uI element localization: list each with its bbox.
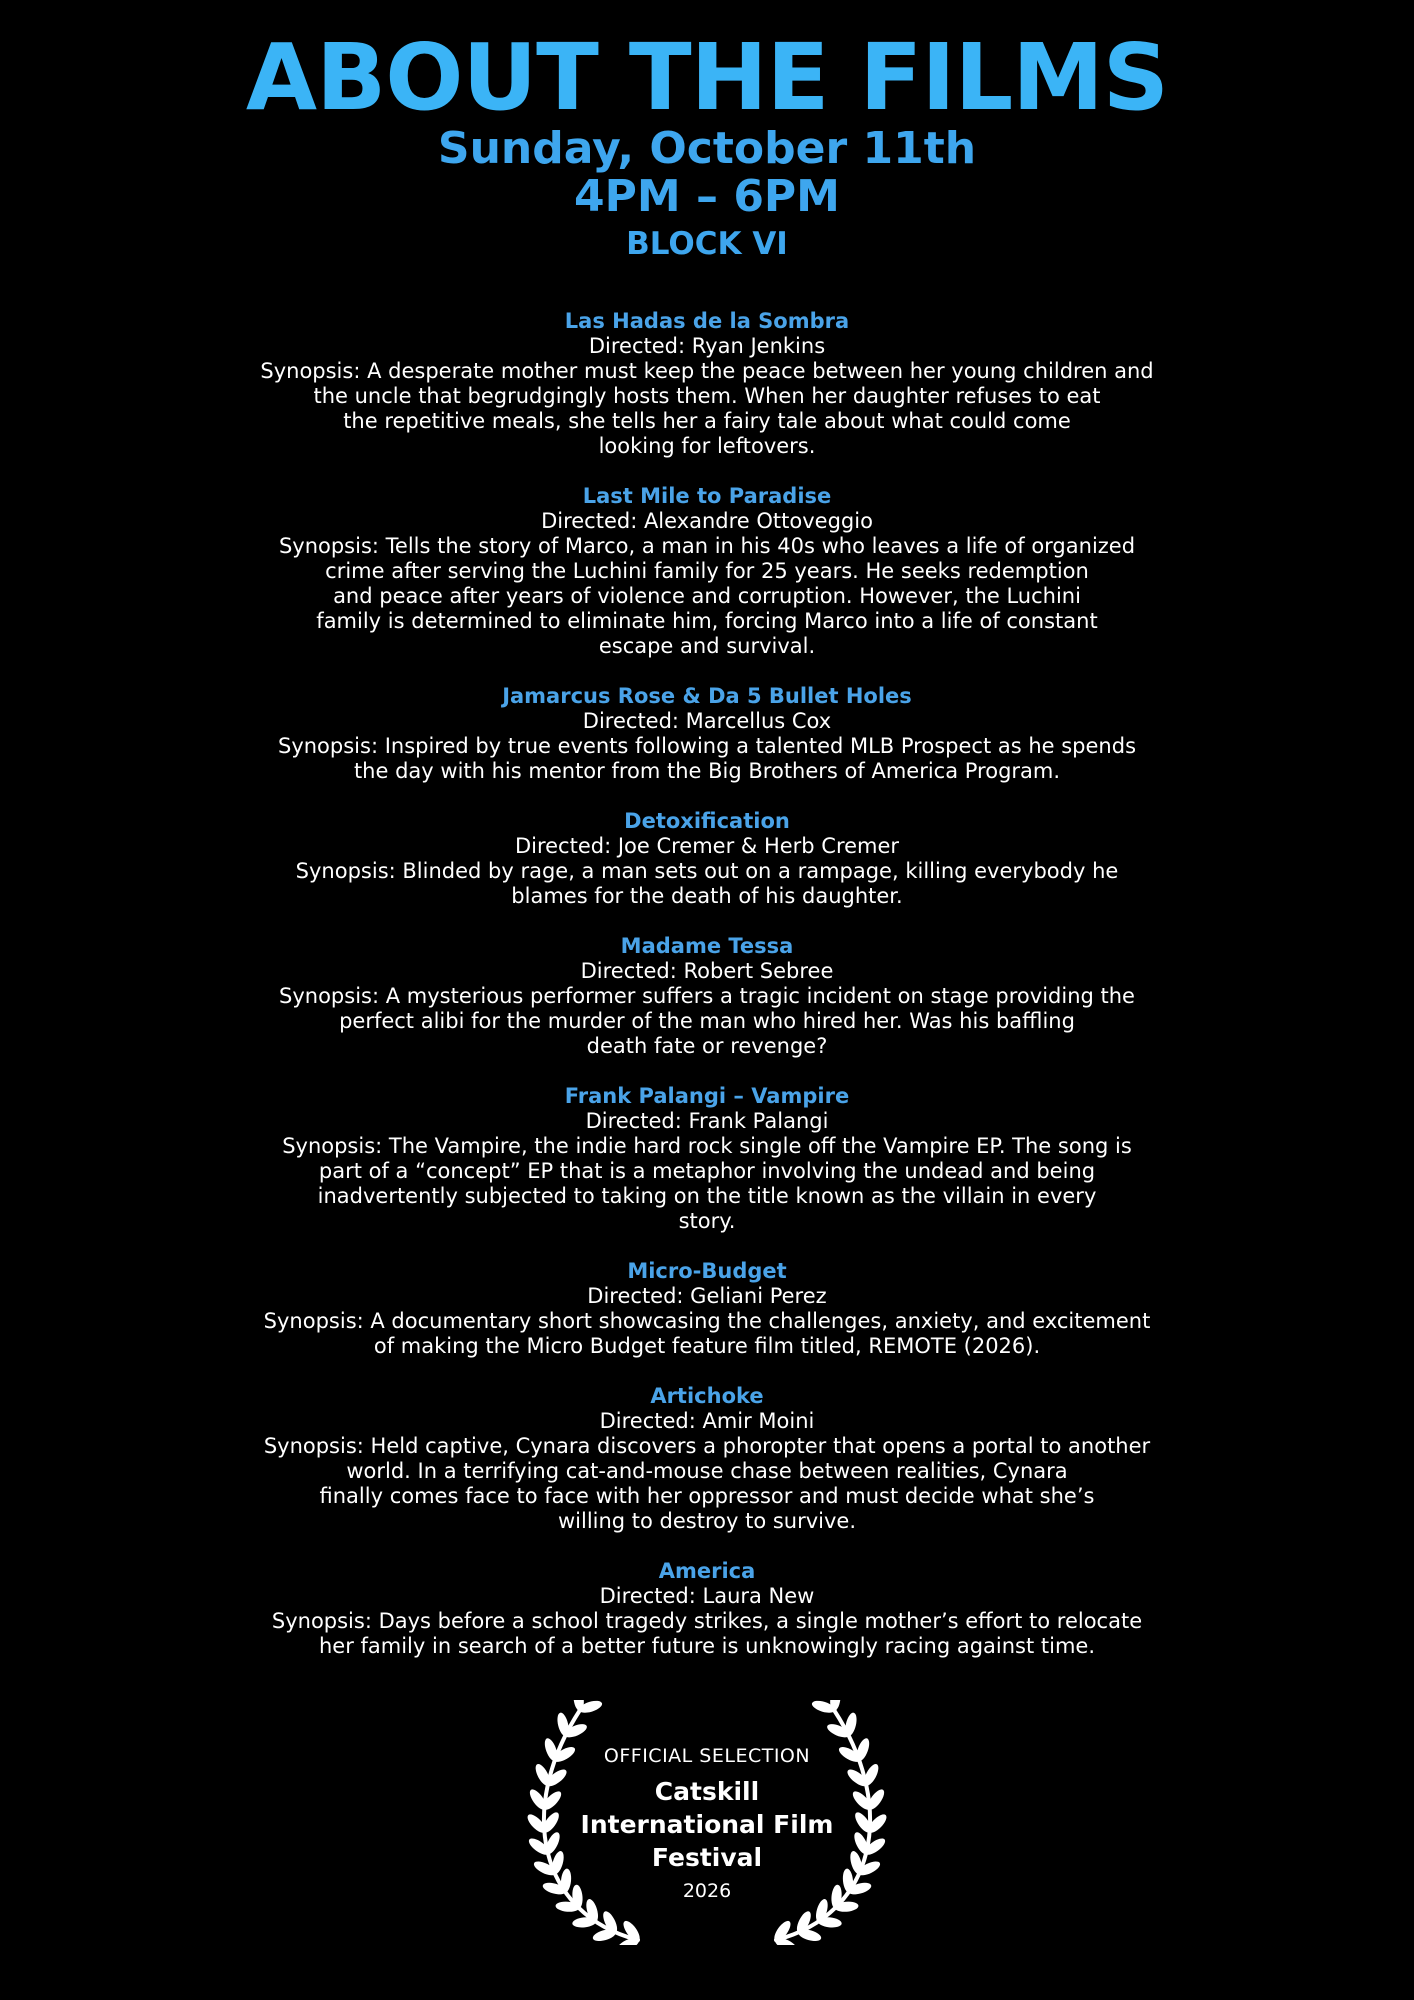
- film-entry: [0, 1559, 1414, 1659]
- synopsis-line: the uncle that begrudgingly hosts them. When her daughter refuses to eat: [313, 384, 1101, 408]
- film-director: Directed: Marcellus Cox: [582, 709, 832, 733]
- film-director: Directed: Geliani Perez: [587, 1284, 827, 1308]
- synopsis-line: family is determined to eliminate him, forcing Marco into a life of constant: [316, 609, 1098, 633]
- synopsis-line: of making the Micro Budget feature film titled, REMOTE (2026).: [373, 1334, 1041, 1358]
- film-synopsis: [0, 1134, 1414, 1234]
- synopsis-line: escape and survival.: [598, 634, 816, 658]
- film-entry: [0, 484, 1414, 659]
- synopsis-line: the repetitive meals, she tells her a fairy tale about what could come: [343, 409, 1071, 433]
- film-director: Directed: Ryan Jenkins: [588, 334, 826, 358]
- film-entry: [0, 934, 1414, 1059]
- official-selection-laurel: [520, 1700, 894, 1945]
- synopsis-line: Synopsis: A mysterious performer suffers a tragic incident on stage providing the: [279, 984, 1135, 1008]
- synopsis-line: Synopsis: Held captive, Cynara discovers a phoropter that opens a portal to another: [263, 1434, 1151, 1458]
- film-director: Directed: Joe Cremer & Herb Cremer: [514, 834, 900, 858]
- film-director: Directed: Amir Moini: [599, 1409, 815, 1433]
- synopsis-line: her family in search of a better future is unknowingly racing against time.: [318, 1634, 1096, 1658]
- synopsis-line: looking for leftovers.: [598, 434, 816, 458]
- synopsis-line: world. In a terrifying cat-and-mouse chase between realities, Cynara: [346, 1459, 1068, 1483]
- film-synopsis: [0, 1609, 1414, 1659]
- synopsis-line: blames for the death of his daughter.: [511, 884, 903, 908]
- film-synopsis: [0, 1434, 1414, 1534]
- synopsis-line: story.: [678, 1209, 736, 1233]
- synopsis-line: finally comes face to face with her oppressor and must decide what she’s: [319, 1484, 1095, 1508]
- synopsis-line: part of a “concept” EP that is a metaphor involving the undead and being: [318, 1159, 1096, 1183]
- film-title: Jamarcus Rose & Da 5 Bullet Holes: [502, 684, 912, 708]
- film-title: Madame Tessa: [620, 934, 794, 958]
- synopsis-line: Synopsis: A desperate mother must keep the peace between her young children and: [260, 359, 1154, 383]
- synopsis-line: and peace after years of violence and corruption. However, the Luchini: [333, 584, 1081, 608]
- film-title: America: [658, 1559, 756, 1583]
- film-entry: [0, 684, 1414, 784]
- synopsis-line: Synopsis: Tells the story of Marco, a man in his 40s who leaves a life of organized: [278, 534, 1136, 558]
- synopsis-line: Synopsis: The Vampire, the indie hard rock single off the Vampire EP. The song is: [282, 1134, 1132, 1158]
- film-entry: [0, 1384, 1414, 1534]
- event-date: Sunday, October 11th: [437, 123, 977, 174]
- film-director: Directed: Alexandre Ottoveggio: [541, 509, 873, 533]
- block-label: BLOCK VI: [626, 226, 788, 262]
- laurel-festival-line2: International Film: [580, 1810, 834, 1839]
- film-entry: [0, 1084, 1414, 1234]
- laurel-festival-line3: Festival: [651, 1843, 763, 1872]
- film-synopsis: [0, 359, 1414, 459]
- synopsis-line: the day with his mentor from the Big Brothers of America Program.: [353, 759, 1061, 783]
- film-synopsis: [0, 1309, 1414, 1359]
- synopsis-line: crime after serving the Luchini family for 25 years. He seeks redemption: [325, 559, 1089, 583]
- event-time: 4PM – 6PM: [574, 171, 840, 222]
- film-title: Last Mile to Paradise: [582, 484, 832, 508]
- film-director: Directed: Laura New: [599, 1584, 815, 1608]
- film-synopsis: [0, 859, 1414, 909]
- film-title: Artichoke: [650, 1384, 764, 1408]
- film-entry: [0, 1259, 1414, 1359]
- film-director: Directed: Frank Palangi: [585, 1109, 829, 1133]
- synopsis-line: perfect alibi for the murder of the man who hired her. Was his baffling: [339, 1009, 1075, 1033]
- synopsis-line: death fate or revenge?: [586, 1034, 828, 1058]
- laurel-festival-line1: Catskill: [654, 1777, 760, 1806]
- synopsis-line: Synopsis: Blinded by rage, a man sets out on a rampage, killing everybody he: [295, 859, 1119, 883]
- film-entry: [0, 809, 1414, 909]
- film-entry: [0, 309, 1414, 459]
- synopsis-line: willing to destroy to survive.: [557, 1509, 857, 1533]
- film-title: Detoxification: [624, 809, 790, 833]
- synopsis-line: inadvertently subjected to taking on the title known as the villain in every: [317, 1184, 1097, 1208]
- film-synopsis: [0, 534, 1414, 659]
- film-title: Las Hadas de la Sombra: [564, 309, 850, 333]
- film-director: Directed: Robert Sebree: [580, 959, 834, 983]
- film-synopsis: [0, 984, 1414, 1059]
- laurel-official-selection: OFFICIAL SELECTION: [603, 1745, 811, 1767]
- laurel-year: 2026: [682, 1880, 732, 1902]
- film-synopsis: [0, 734, 1414, 784]
- synopsis-line: Synopsis: Days before a school tragedy strikes, a single mother’s effort to relocate: [271, 1609, 1143, 1633]
- page-title: ABOUT THE FILMS: [245, 24, 1169, 131]
- synopsis-line: Synopsis: A documentary short showcasing the challenges, anxiety, and excitement: [263, 1309, 1151, 1333]
- film-title: Frank Palangi – Vampire: [564, 1084, 850, 1108]
- film-title: Micro-Budget: [627, 1259, 787, 1283]
- film-list: [0, 309, 1414, 1684]
- synopsis-line: Synopsis: Inspired by true events following a talented MLB Prospect as he spends: [277, 734, 1137, 758]
